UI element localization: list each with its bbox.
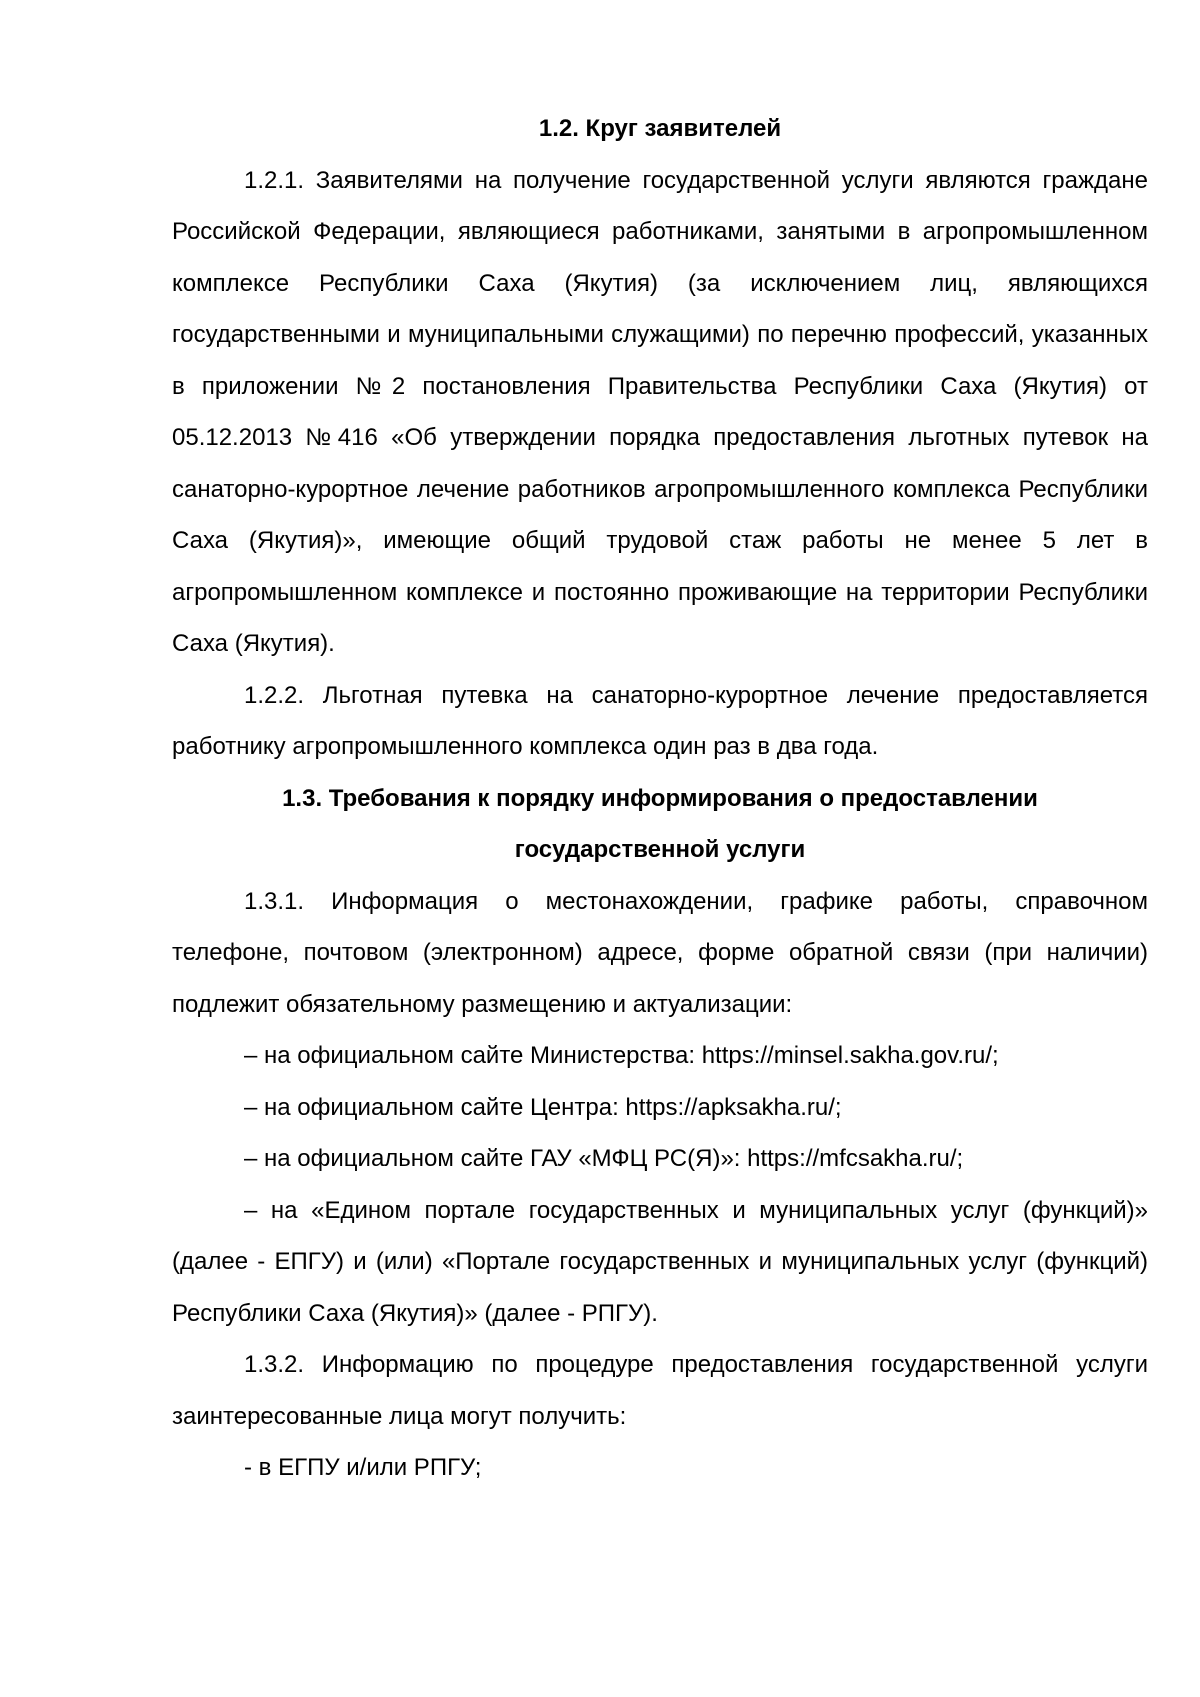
list-item-ministry-site: – на официальном сайте Министерства: https://minsel.sakha.gov.ru/; xyxy=(244,1042,999,1069)
list-item-portals: – на «Едином портале государственных и муниципальных услуг (функций)» (далее - ЕПГУ) и (или) «Портале государственных и муниципальных услуг (функций) Республики Саха (Якутия)» (далее - РПГУ). xyxy=(172,1196,1148,1327)
paragraph-1-2-2: 1.2.2. Льготная путевка на санаторно-курортное лечение предоставляется работнику агропромышленного комплекса один раз в два года. xyxy=(172,681,1148,760)
paragraph-1-3-2: 1.3.2. Информацию по процедуре предоставления государственной услуги заинтересованные лица могут получить: xyxy=(172,1351,1148,1430)
paragraph-1-3-1: 1.3.1. Информация о местонахождении, графике работы, справочном телефоне, почтовом (электронном) адресе, форме обратной связи (при наличии) подлежит обязательному размещению и актуализации: xyxy=(172,887,1148,1018)
section-1-3-heading-line2: государственной услуги xyxy=(514,836,806,863)
list-item-center-site: – на официальном сайте Центра: https://apksakha.ru/; xyxy=(244,1093,842,1121)
list-item-mfc-site: – на официальном сайте ГАУ «МФЦ РС(Я)»: https://mfcsakha.ru/; xyxy=(244,1145,964,1172)
section-1-2-heading: 1.2. Круг заявителей xyxy=(538,115,782,142)
list-item-epgu-rpgu: - в ЕГПУ и/или РПГУ; xyxy=(244,1454,482,1481)
paragraph-1-2-1: 1.2.1. Заявителями на получение государственной услуги являются граждане Российской Федерации, являющиеся работниками, занятыми в агропромышленном комплексе Республики Саха (Якутия) (за исключением лиц, являющихся государственными и муниципальными служащими) по перечню профессий, указанных в приложении №2 постановления Правительства Республики Саха (Якутия) от 05.12.2013 №416 «Об утверждении порядка предоставления льготных путевок на санаторно-курортное лечение работников агропромышленного комплекса Республики Саха (Якутия)», имеющие общий трудовой стаж работы не менее 5 лет в агропромышленном комплексе и постоянно проживающие на территории Республики Саха (Якутия). xyxy=(172,166,1148,657)
section-1-3-heading-line1: 1.3. Требования к порядку информирования о предоставлении xyxy=(282,784,1038,812)
